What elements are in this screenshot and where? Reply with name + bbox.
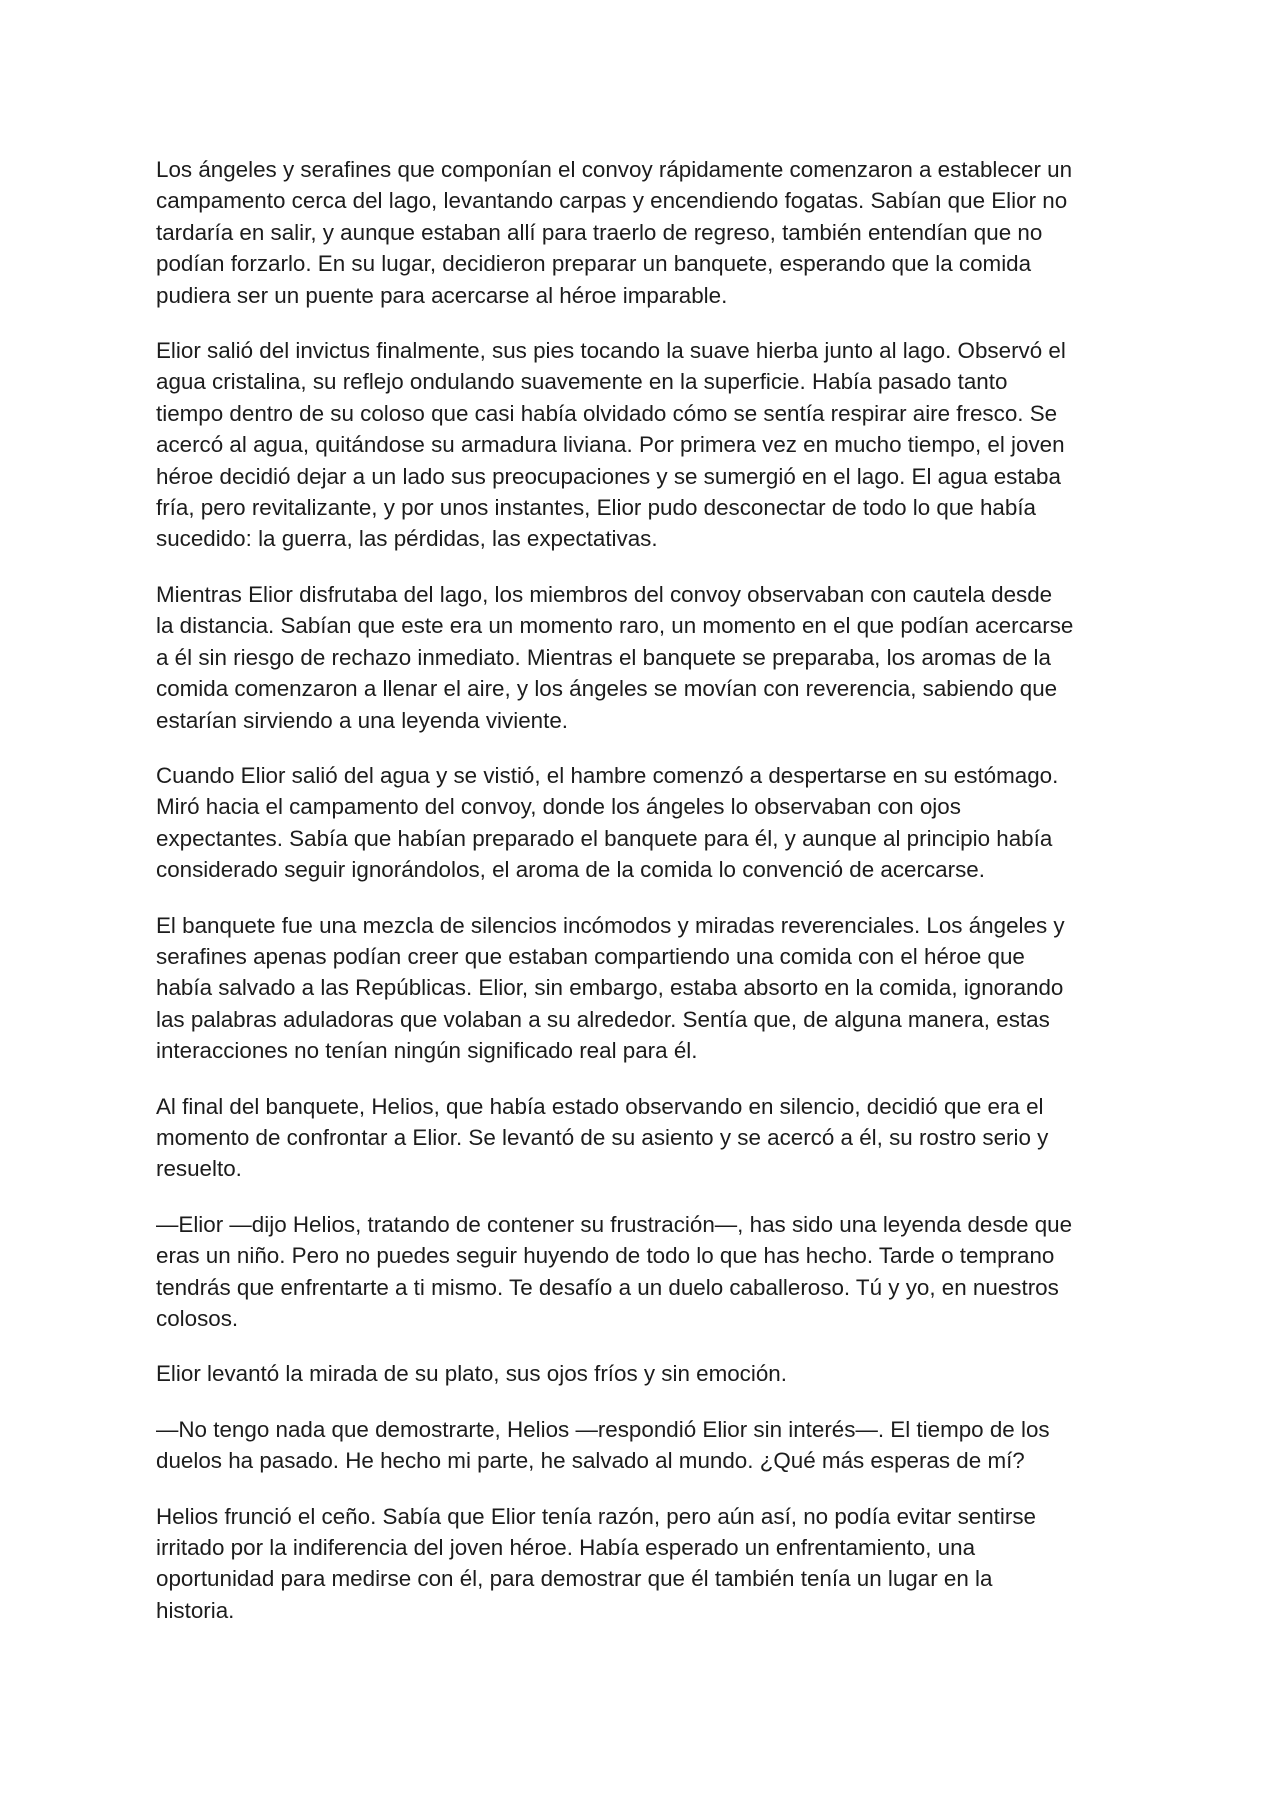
text-line: la distancia. Sabían que este era un momento raro, un momento en el que podían acercarse [156, 613, 1074, 639]
text-line: a él sin riesgo de rechazo inmediato. Mientras el banquete se preparaba, los aromas de la [156, 644, 1051, 670]
paragraph [156, 1414, 1141, 1477]
text-line: Los ángeles y serafines que componían el convoy rápidamente comenzaron a establecer un [156, 157, 1073, 182]
text-line: pudiera ser un puente para acercarse al héroe imparable. [156, 282, 728, 308]
text-line: tardaría en salir, y aunque estaban allí para traerlo de regreso, también entendían que no [156, 219, 1043, 245]
document-body [156, 154, 1141, 1650]
text-line: expectantes. Sabía que habían preparado el banquete para él, y aunque al principio había [156, 825, 1053, 851]
text-line: Elior salió del invictus finalmente, sus pies tocando la suave hierba junto al lago. Observó el [156, 338, 1066, 364]
paragraph [156, 1091, 1141, 1185]
text-line: oportunidad para medirse con él, para demostrar que él también tenía un lugar en la [156, 1566, 993, 1592]
text-line: eras un niño. Pero no puedes seguir huyendo de todo lo que has hecho. Tarde o temprano [156, 1243, 1055, 1269]
text-line: campamento cerca del lago, levantando carpas y encendiendo fogatas. Sabían que Elior no [156, 188, 1068, 214]
text-line: irritado por la indiferencia del joven héroe. Había esperado un enfrentamiento, una [156, 1535, 976, 1561]
text-line: Mientras Elior disfrutaba del lago, los miembros del convoy observaban con cautela desde [156, 581, 1053, 607]
text-line: considerado seguir ignorándolos, el aroma de la comida lo convenció de acercarse. [156, 857, 985, 883]
text-line: duelos ha pasado. He hecho mi parte, he salvado al mundo. ¿Qué más esperas de mí? [156, 1448, 1025, 1474]
paragraph [156, 760, 1141, 886]
text-line: Elior levantó la mirada de su plato, sus ojos fríos y sin emoción. [156, 1361, 787, 1387]
text-line: historia. [156, 1597, 235, 1623]
text-line: tiempo dentro de su coloso que casi había olvidado cómo se sentía respirar aire fresco. Se [156, 400, 1058, 426]
text-line: momento de confrontar a Elior. Se levantó de su asiento y se acercó a él, su rostro serio y [156, 1124, 1049, 1150]
paragraph [156, 1209, 1141, 1335]
text-line: había salvado a las Repúblicas. Elior, sin embargo, estaba absorto en la comida, ignorando [156, 975, 1064, 1001]
paragraph [156, 335, 1141, 555]
text-line: —Elior —dijo Helios, tratando de contener su frustración—, has sido una leyenda desde que [156, 1211, 1073, 1237]
text-line: comida comenzaron a llenar el aire, y los ángeles se movían con reverencia, sabiendo que [156, 676, 1058, 702]
paragraph [156, 1501, 1141, 1627]
paragraph [156, 579, 1141, 736]
text-line: podían forzarlo. En su lugar, decidieron preparar un banquete, esperando que la comida [156, 251, 1032, 277]
text-line: serafines apenas podían creer que estaban compartiendo una comida con el héroe que [156, 943, 1025, 969]
text-line: interacciones no tenían ningún significado real para él. [156, 1038, 698, 1064]
text-line: colosos. [156, 1306, 239, 1331]
paragraph [156, 910, 1141, 1067]
text-line: Miró hacia el campamento del convoy, donde los ángeles lo observaban con ojos [156, 794, 961, 820]
text-line: las palabras aduladoras que volaban a su alrededor. Sentía que, de alguna manera, estas [156, 1006, 1050, 1032]
text-line: —No tengo nada que demostrarte, Helios —respondió Elior sin interés—. El tiempo de los [156, 1416, 1050, 1442]
paragraph [156, 154, 1141, 311]
text-line: héroe decidió dejar a un lado sus preocupaciones y se sumergió en el lago. El agua estaba [156, 463, 1061, 489]
text-line: tendrás que enfrentarte a ti mismo. Te desafío a un duelo caballeroso. Tú y yo, en nuestros [156, 1274, 1059, 1300]
text-line: acercó al agua, quitándose su armadura liviana. Por primera vez en mucho tiempo, el joven [156, 432, 1065, 458]
paragraph [156, 1358, 1141, 1389]
text-line: El banquete fue una mezcla de silencios incómodos y miradas reverenciales. Los ángeles y [156, 912, 1065, 938]
text-line: fría, pero revitalizante, y por unos instantes, Elior pudo desconectar de todo lo que había [156, 495, 1037, 521]
text-line: resuelto. [156, 1156, 242, 1182]
text-line: estarían sirviendo a una leyenda viviente. [156, 707, 568, 733]
text-line: Al final del banquete, Helios, que había estado observando en silencio, decidió que era el [156, 1093, 1044, 1119]
text-line: Cuando Elior salió del agua y se vistió, el hambre comenzó a despertarse en su estómago. [156, 762, 1059, 788]
text-line: agua cristalina, su reflejo ondulando suavemente en la superficie. Había pasado tanto [156, 369, 1008, 395]
text-line: sucedido: la guerra, las pérdidas, las expectativas. [156, 526, 658, 552]
text-line: Helios frunció el ceño. Sabía que Elior tenía razón, pero aún así, no podía evitar sentirse [156, 1503, 1036, 1529]
